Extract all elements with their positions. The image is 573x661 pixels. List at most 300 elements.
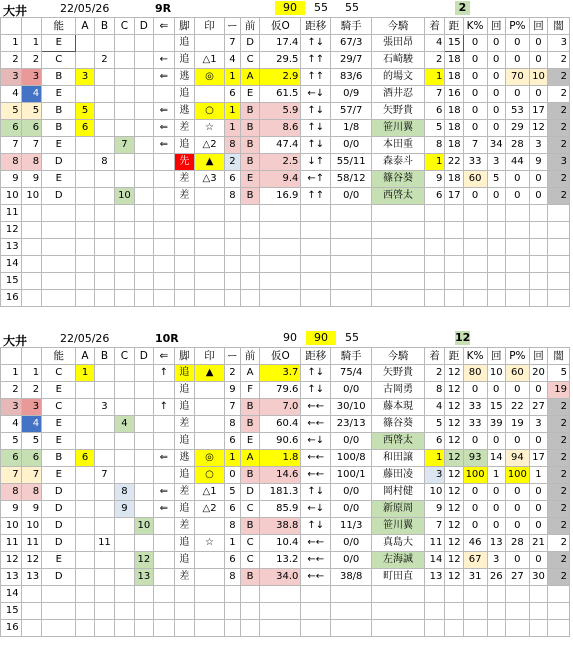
p-count-cell xyxy=(529,586,547,603)
jockey-stats-cell: 0/0 xyxy=(331,137,372,154)
k-count-cell xyxy=(487,290,505,307)
arrow-cell xyxy=(154,256,175,273)
dash-cell: 1 xyxy=(224,103,240,120)
k-count-cell: 15 xyxy=(487,399,505,416)
p-count-cell xyxy=(529,290,547,307)
horse-no-cell: 7 xyxy=(21,467,42,484)
distance-move-cell xyxy=(301,222,331,239)
table-row[interactable] xyxy=(1,188,570,205)
jockey-cell: 酒井忍 xyxy=(372,86,425,103)
jockey-cell: 矢野貴 xyxy=(372,103,425,120)
table-row[interactable] xyxy=(1,569,570,586)
dash-cell: 6 xyxy=(224,171,240,188)
ability-cell xyxy=(42,586,76,603)
distance-move-cell: ↑↑ xyxy=(301,188,331,205)
distance-move-cell: ←← xyxy=(301,569,331,586)
table-row[interactable] xyxy=(1,154,570,171)
ability-cell: C xyxy=(42,52,76,69)
front-cell xyxy=(240,620,259,637)
odds-cell xyxy=(260,239,301,256)
style-cell: 追 xyxy=(174,365,195,382)
row-no-cell: 9 xyxy=(1,171,22,188)
odds-cell: 3.7 xyxy=(260,365,301,382)
p-pct-cell: 0 xyxy=(505,86,529,103)
k-pct-cell: 33 xyxy=(463,416,487,433)
p-pct-cell: 0 xyxy=(505,52,529,69)
col-c-cell xyxy=(115,586,134,603)
front-cell xyxy=(240,205,259,222)
table-row[interactable] xyxy=(1,620,570,637)
mark-cell xyxy=(195,620,225,637)
table-row[interactable] xyxy=(1,586,570,603)
dark-cell: 2 xyxy=(548,399,570,416)
table-row[interactable] xyxy=(1,86,570,103)
odds-cell: 38.8 xyxy=(260,518,301,535)
distance-cell xyxy=(445,603,463,620)
row-no-cell: 13 xyxy=(1,569,22,586)
col-a-cell xyxy=(76,416,94,433)
dark-cell: 19 xyxy=(548,382,570,399)
p-pct-cell: 28 xyxy=(505,137,529,154)
dash-cell: 6 xyxy=(224,86,240,103)
arrow-cell xyxy=(154,603,175,620)
k-pct-cell: 80 xyxy=(463,365,487,382)
style-cell: 追 xyxy=(174,535,195,552)
table-row[interactable] xyxy=(1,365,570,382)
jockey-stats-cell xyxy=(331,256,372,273)
col-a-cell xyxy=(76,171,94,188)
table-row[interactable] xyxy=(1,382,570,399)
p-pct-cell: 28 xyxy=(505,535,529,552)
header-cell-col-d: D xyxy=(134,348,153,365)
col-d-cell xyxy=(134,450,153,467)
dark-cell: 2 xyxy=(548,52,570,69)
front-cell: E xyxy=(240,171,259,188)
p-pct-cell: 0 xyxy=(505,35,529,52)
distance-move-cell xyxy=(301,205,331,222)
dark-cell: 3 xyxy=(548,35,570,52)
header-cell-col-a: A xyxy=(76,348,94,365)
row-no-cell: 3 xyxy=(1,399,22,416)
jockey-cell xyxy=(372,290,425,307)
mark-cell: ☆ xyxy=(195,535,225,552)
p-count-cell: 0 xyxy=(529,171,547,188)
header-value-2: 55 xyxy=(314,1,328,14)
header-cell-dash: ー xyxy=(224,18,240,35)
col-a-cell xyxy=(76,290,94,307)
distance-cell: 22 xyxy=(445,154,463,171)
jockey-cell: 森泰斗 xyxy=(372,154,425,171)
distance-move-cell xyxy=(301,586,331,603)
ability-cell: D xyxy=(42,188,76,205)
col-b-cell xyxy=(94,603,115,620)
col-c-cell xyxy=(115,273,134,290)
odds-cell: 17.4 xyxy=(260,35,301,52)
k-count-cell: 10 xyxy=(487,365,505,382)
k-pct-cell: 0 xyxy=(463,52,487,69)
track-name: 大井 xyxy=(3,4,28,18)
finish-cell: 7 xyxy=(424,518,445,535)
row-no-cell: 12 xyxy=(1,222,22,239)
ability-cell xyxy=(42,620,76,637)
odds-cell: 85.9 xyxy=(260,501,301,518)
distance-cell: 12 xyxy=(445,450,463,467)
arrow-cell: ← xyxy=(154,52,175,69)
table-row[interactable] xyxy=(1,518,570,535)
table-row[interactable] xyxy=(1,222,570,239)
distance-cell xyxy=(445,205,463,222)
race-table xyxy=(0,347,570,637)
distance-cell: 12 xyxy=(445,518,463,535)
race-date: 22/05/26 xyxy=(60,2,110,15)
col-d-cell: 10 xyxy=(134,518,153,535)
horse-no-cell xyxy=(21,239,42,256)
dash-cell xyxy=(224,290,240,307)
p-pct-cell: 0 xyxy=(505,484,529,501)
col-a-cell xyxy=(76,239,94,256)
horse-no-cell: 12 xyxy=(21,552,42,569)
col-c-cell: 7 xyxy=(115,137,134,154)
horse-no-cell: 3 xyxy=(21,69,42,86)
col-b-cell xyxy=(94,86,115,103)
row-no-cell: 2 xyxy=(1,52,22,69)
table-row[interactable] xyxy=(1,171,570,188)
horse-no-cell xyxy=(21,205,42,222)
table-row[interactable] xyxy=(1,205,570,222)
mark-cell: △1 xyxy=(195,52,225,69)
distance-move-cell xyxy=(301,620,331,637)
horse-no-cell: 8 xyxy=(21,484,42,501)
p-pct-cell: 0 xyxy=(505,382,529,399)
ability-cell: E xyxy=(42,552,76,569)
front-cell xyxy=(240,290,259,307)
finish-cell: 3 xyxy=(424,467,445,484)
finish-cell: 10 xyxy=(424,484,445,501)
table-row[interactable] xyxy=(1,501,570,518)
dash-cell: 6 xyxy=(224,433,240,450)
jockey-stats-cell xyxy=(331,603,372,620)
header-cell-p-count: 回 xyxy=(529,348,547,365)
col-d-cell xyxy=(134,290,153,307)
distance-move-cell: ↑↓ xyxy=(301,382,331,399)
row-no-cell: 5 xyxy=(1,103,22,120)
p-pct-cell: 0 xyxy=(505,171,529,188)
style-cell xyxy=(174,205,195,222)
jockey-cell: 石崎駿 xyxy=(372,52,425,69)
k-pct-cell: 31 xyxy=(463,569,487,586)
table-row[interactable] xyxy=(1,103,570,120)
front-cell: B xyxy=(240,154,259,171)
dark-cell: 2 xyxy=(548,171,570,188)
distance-move-cell: ↑↓ xyxy=(301,120,331,137)
ability-cell: C xyxy=(42,365,76,382)
front-cell: D xyxy=(240,484,259,501)
col-a-cell xyxy=(76,188,94,205)
distance-cell: 12 xyxy=(445,399,463,416)
p-pct-cell: 60 xyxy=(505,365,529,382)
arrow-cell xyxy=(154,518,175,535)
distance-move-cell: ←← xyxy=(301,450,331,467)
front-cell: B xyxy=(240,399,259,416)
dash-cell xyxy=(224,586,240,603)
table-row[interactable] xyxy=(1,467,570,484)
dash-cell: 2 xyxy=(224,154,240,171)
p-count-cell: 3 xyxy=(529,137,547,154)
horse-no-cell xyxy=(21,620,42,637)
col-a-cell xyxy=(76,86,94,103)
race-date: 22/05/26 xyxy=(60,332,110,345)
distance-cell: 15 xyxy=(445,35,463,52)
dash-cell xyxy=(224,256,240,273)
table-row[interactable] xyxy=(1,120,570,137)
race-number: 10R xyxy=(155,332,179,345)
col-a-cell xyxy=(76,382,94,399)
dash-cell: 8 xyxy=(224,188,240,205)
k-pct-cell: 0 xyxy=(463,120,487,137)
header-cell-finish: 着 xyxy=(424,348,445,365)
table-row[interactable] xyxy=(1,69,570,86)
col-d-cell xyxy=(134,535,153,552)
jockey-cell: 和田譲 xyxy=(372,450,425,467)
p-pct-cell: 94 xyxy=(505,450,529,467)
finish-cell xyxy=(424,273,445,290)
col-a-cell: 3 xyxy=(76,69,94,86)
header-row xyxy=(1,348,570,365)
col-d-cell xyxy=(134,467,153,484)
jockey-cell: 篠谷葵 xyxy=(372,416,425,433)
k-pct-cell: 0 xyxy=(463,518,487,535)
k-count-cell: 0 xyxy=(487,501,505,518)
arrow-cell xyxy=(154,239,175,256)
jockey-stats-cell: 57/7 xyxy=(331,103,372,120)
k-pct-cell: 33 xyxy=(463,399,487,416)
ability-cell: D xyxy=(42,569,76,586)
jockey-stats-cell: 29/7 xyxy=(331,52,372,69)
header-cell-ability: 能 xyxy=(42,18,76,35)
dark-cell: 2 xyxy=(548,86,570,103)
distance-move-cell: ↑↓ xyxy=(301,35,331,52)
distance-cell: 12 xyxy=(445,484,463,501)
arrow-cell xyxy=(154,205,175,222)
row-no-cell: 9 xyxy=(1,501,22,518)
header-cell-p-pct: P% xyxy=(505,18,529,35)
header-cell-p-pct: P% xyxy=(505,348,529,365)
table-row[interactable] xyxy=(1,399,570,416)
distance-move-cell: ↑↑ xyxy=(301,69,331,86)
horse-no-cell: 9 xyxy=(21,501,42,518)
col-b-cell xyxy=(94,552,115,569)
jockey-cell xyxy=(372,620,425,637)
horse-no-cell xyxy=(21,222,42,239)
k-count-cell: 14 xyxy=(487,450,505,467)
ability-cell: B xyxy=(42,69,76,86)
jockey-stats-cell: 67/3 xyxy=(331,35,372,52)
jockey-cell xyxy=(372,222,425,239)
table-row[interactable] xyxy=(1,450,570,467)
finish-cell: 13 xyxy=(424,569,445,586)
dash-cell: 1 xyxy=(224,535,240,552)
p-pct-cell xyxy=(505,620,529,637)
col-b-cell xyxy=(94,69,115,86)
jockey-stats-cell xyxy=(331,620,372,637)
k-count-cell xyxy=(487,205,505,222)
table-row[interactable] xyxy=(1,535,570,552)
dark-cell xyxy=(548,222,570,239)
dash-cell xyxy=(224,620,240,637)
style-cell xyxy=(174,603,195,620)
table-row[interactable] xyxy=(1,484,570,501)
horse-no-cell: 4 xyxy=(21,416,42,433)
distance-move-cell: ←↑ xyxy=(301,171,331,188)
race-number: 9R xyxy=(155,2,172,15)
row-no-cell: 14 xyxy=(1,586,22,603)
col-b-cell: 11 xyxy=(94,535,115,552)
mark-cell xyxy=(195,382,225,399)
jockey-stats-cell: 38/8 xyxy=(331,569,372,586)
table-row[interactable] xyxy=(1,239,570,256)
arrow-cell xyxy=(154,416,175,433)
p-pct-cell: 53 xyxy=(505,103,529,120)
finish-cell: 8 xyxy=(424,382,445,399)
odds-cell: 10.4 xyxy=(260,535,301,552)
ability-cell xyxy=(42,239,76,256)
p-pct-cell xyxy=(505,239,529,256)
horse-no-cell: 8 xyxy=(21,154,42,171)
odds-cell xyxy=(260,620,301,637)
distance-move-cell: ←← xyxy=(301,535,331,552)
p-count-cell: 0 xyxy=(529,382,547,399)
mark-cell: ▲ xyxy=(195,154,225,171)
jockey-cell: 笹川翼 xyxy=(372,518,425,535)
finish-cell xyxy=(424,603,445,620)
header-value-3: 55 xyxy=(345,331,359,344)
ability-cell: D xyxy=(42,154,76,171)
col-d-cell: 13 xyxy=(134,569,153,586)
table-row[interactable] xyxy=(1,603,570,620)
front-cell xyxy=(240,603,259,620)
horse-no-cell: 1 xyxy=(21,35,42,52)
arrow-cell xyxy=(154,569,175,586)
col-c-cell: 9 xyxy=(115,501,134,518)
row-no-cell: 11 xyxy=(1,205,22,222)
table-row[interactable] xyxy=(1,52,570,69)
style-cell xyxy=(174,586,195,603)
col-d-cell xyxy=(134,273,153,290)
table-row[interactable] xyxy=(1,416,570,433)
col-d-cell xyxy=(134,399,153,416)
col-b-cell xyxy=(94,222,115,239)
odds-cell: 2.5 xyxy=(260,154,301,171)
finish-cell: 1 xyxy=(424,154,445,171)
col-d-cell xyxy=(134,188,153,205)
row-no-cell: 6 xyxy=(1,120,22,137)
finish-cell: 6 xyxy=(424,103,445,120)
table-row[interactable] xyxy=(1,433,570,450)
col-a-cell xyxy=(76,603,94,620)
mark-cell xyxy=(195,603,225,620)
table-row[interactable] xyxy=(1,35,570,52)
col-d-cell xyxy=(134,256,153,273)
dash-cell: 8 xyxy=(224,518,240,535)
header-cell-k-count: 回 xyxy=(487,348,505,365)
col-a-cell xyxy=(76,620,94,637)
distance-cell: 12 xyxy=(445,569,463,586)
distance-move-cell xyxy=(301,603,331,620)
p-pct-cell: 0 xyxy=(505,552,529,569)
front-cell: B xyxy=(240,518,259,535)
odds-cell xyxy=(260,290,301,307)
arrow-cell: ⇐ xyxy=(154,137,175,154)
k-count-cell: 1 xyxy=(487,467,505,484)
table-row[interactable] xyxy=(1,273,570,290)
table-row[interactable] xyxy=(1,552,570,569)
ability-cell: D xyxy=(42,518,76,535)
finish-cell xyxy=(424,222,445,239)
odds-cell: 61.5 xyxy=(260,86,301,103)
col-d-cell xyxy=(134,620,153,637)
col-c-cell: 4 xyxy=(115,416,134,433)
arrow-cell xyxy=(154,154,175,171)
front-cell: A xyxy=(240,450,259,467)
front-cell xyxy=(240,273,259,290)
row-no-cell: 14 xyxy=(1,256,22,273)
ability-cell: E xyxy=(42,171,76,188)
header-cell-jockey-stats: 騎手 xyxy=(331,18,372,35)
mark-cell: △2 xyxy=(195,137,225,154)
jockey-stats-cell xyxy=(331,205,372,222)
arrow-cell xyxy=(154,382,175,399)
row-no-cell: 3 xyxy=(1,69,22,86)
odds-cell xyxy=(260,273,301,290)
dark-cell: 5 xyxy=(548,365,570,382)
header-cell-k-count: 回 xyxy=(487,18,505,35)
table-row[interactable] xyxy=(1,256,570,273)
distance-move-cell: ↑↓ xyxy=(301,365,331,382)
table-row[interactable] xyxy=(1,290,570,307)
mark-cell xyxy=(195,188,225,205)
row-no-cell: 15 xyxy=(1,603,22,620)
front-cell: B xyxy=(240,188,259,205)
style-cell: 追 xyxy=(174,52,195,69)
table-row[interactable] xyxy=(1,137,570,154)
style-cell: 逃 xyxy=(174,450,195,467)
p-count-cell xyxy=(529,222,547,239)
jockey-stats-cell xyxy=(331,222,372,239)
k-pct-cell: 0 xyxy=(463,86,487,103)
col-c-cell xyxy=(115,620,134,637)
p-count-cell: 0 xyxy=(529,433,547,450)
k-pct-cell: 0 xyxy=(463,501,487,518)
col-d-cell xyxy=(134,35,153,52)
k-count-cell xyxy=(487,239,505,256)
style-cell: 先 xyxy=(174,154,195,171)
col-d-cell xyxy=(134,69,153,86)
odds-cell xyxy=(260,603,301,620)
col-b-cell xyxy=(94,518,115,535)
header-cell-blank xyxy=(1,348,22,365)
header-cell-front: 前 xyxy=(240,348,259,365)
col-c-cell xyxy=(115,518,134,535)
col-d-cell xyxy=(134,205,153,222)
p-count-cell xyxy=(529,239,547,256)
col-a-cell xyxy=(76,399,94,416)
k-count-cell xyxy=(487,586,505,603)
arrow-cell xyxy=(154,86,175,103)
header-value-3: 55 xyxy=(345,1,359,14)
k-count-cell: 0 xyxy=(487,69,505,86)
dark-cell: 2 xyxy=(548,450,570,467)
horse-no-cell: 6 xyxy=(21,120,42,137)
